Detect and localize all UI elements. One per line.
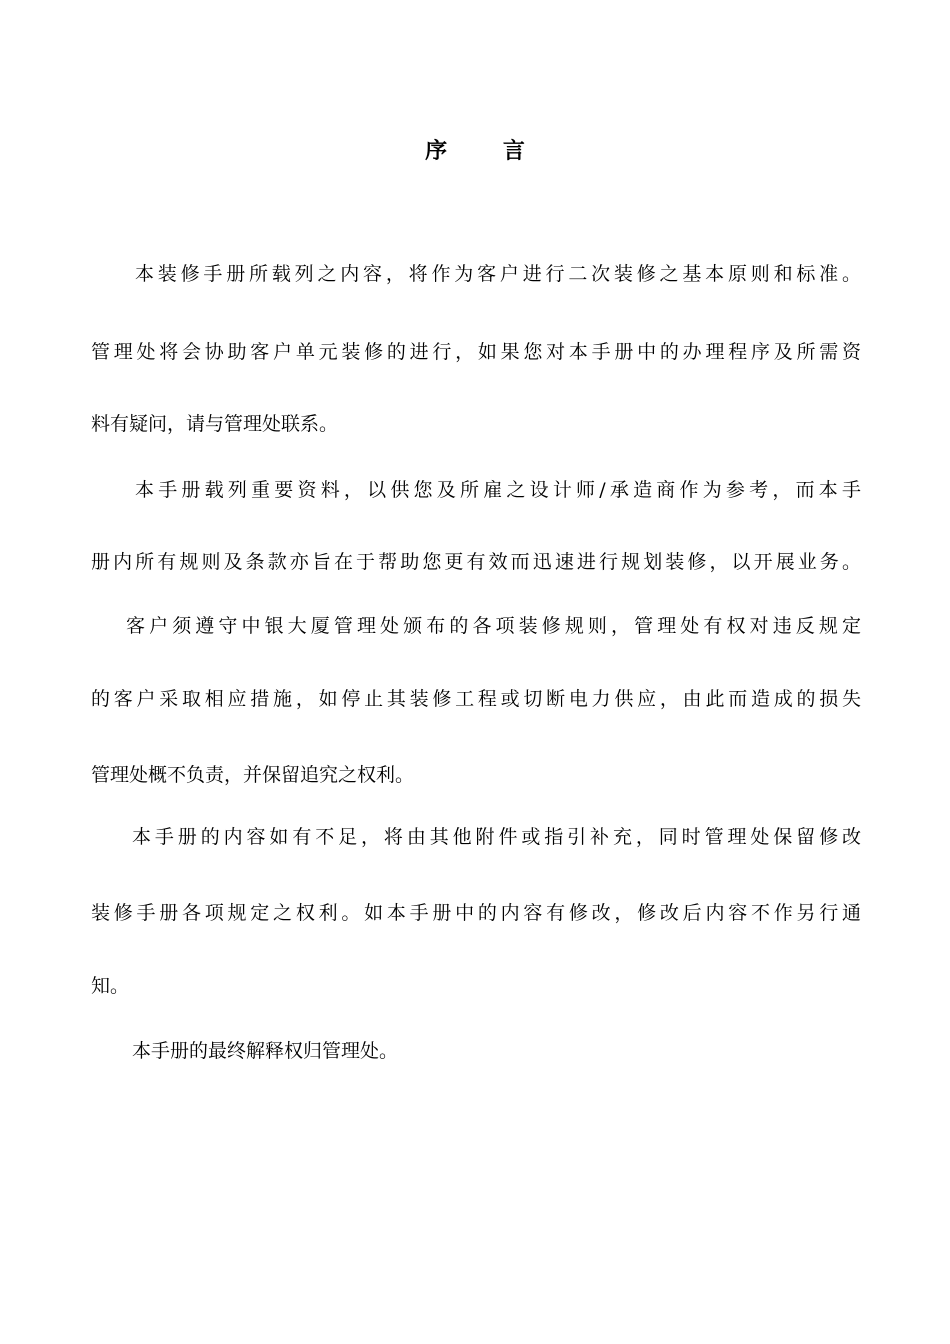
paragraph-2-line-1: 本手册载列重要资料，以供您及所雇之设计师/承造商作为参考，而本手 bbox=[135, 479, 861, 501]
paragraph-3-line-3: 管理处概不负责，并保留追究之权利。 bbox=[91, 764, 415, 786]
paragraph-2-line-2: 册内所有规则及条款亦旨在于帮助您更有效而迅速进行规划装修，以开展业务。 bbox=[91, 551, 861, 573]
paragraph-4-line-1: 本手册的内容如有不足，将由其他附件或指引补充，同时管理处保留修改 bbox=[132, 826, 861, 848]
paragraph-1-line-3: 料有疑问，请与管理处联系。 bbox=[91, 413, 339, 435]
paragraph-3-line-2: 的客户采取相应措施，如停止其装修工程或切断电力供应，由此而造成的损失 bbox=[91, 688, 861, 710]
paragraph-3-line-1: 客户须遵守中银大厦管理处颁布的各项装修规则，管理处有权对违反规定 bbox=[126, 615, 861, 637]
page-title: 序 言 bbox=[425, 138, 549, 164]
paragraph-5-line-1: 本手册的最终解释权归管理处。 bbox=[132, 1040, 399, 1062]
paragraph-4-line-3: 知。 bbox=[91, 975, 130, 997]
paragraph-1-line-1: 本装修手册所载列之内容，将作为客户进行二次装修之基本原则和标准。 bbox=[135, 263, 861, 285]
paragraph-4-line-2: 装修手册各项规定之权利。如本手册中的内容有修改，修改后内容不作另行通 bbox=[91, 902, 861, 924]
paragraph-1-line-2: 管理处将会协助客户单元装修的进行，如果您对本手册中的办理程序及所需资 bbox=[91, 341, 861, 363]
